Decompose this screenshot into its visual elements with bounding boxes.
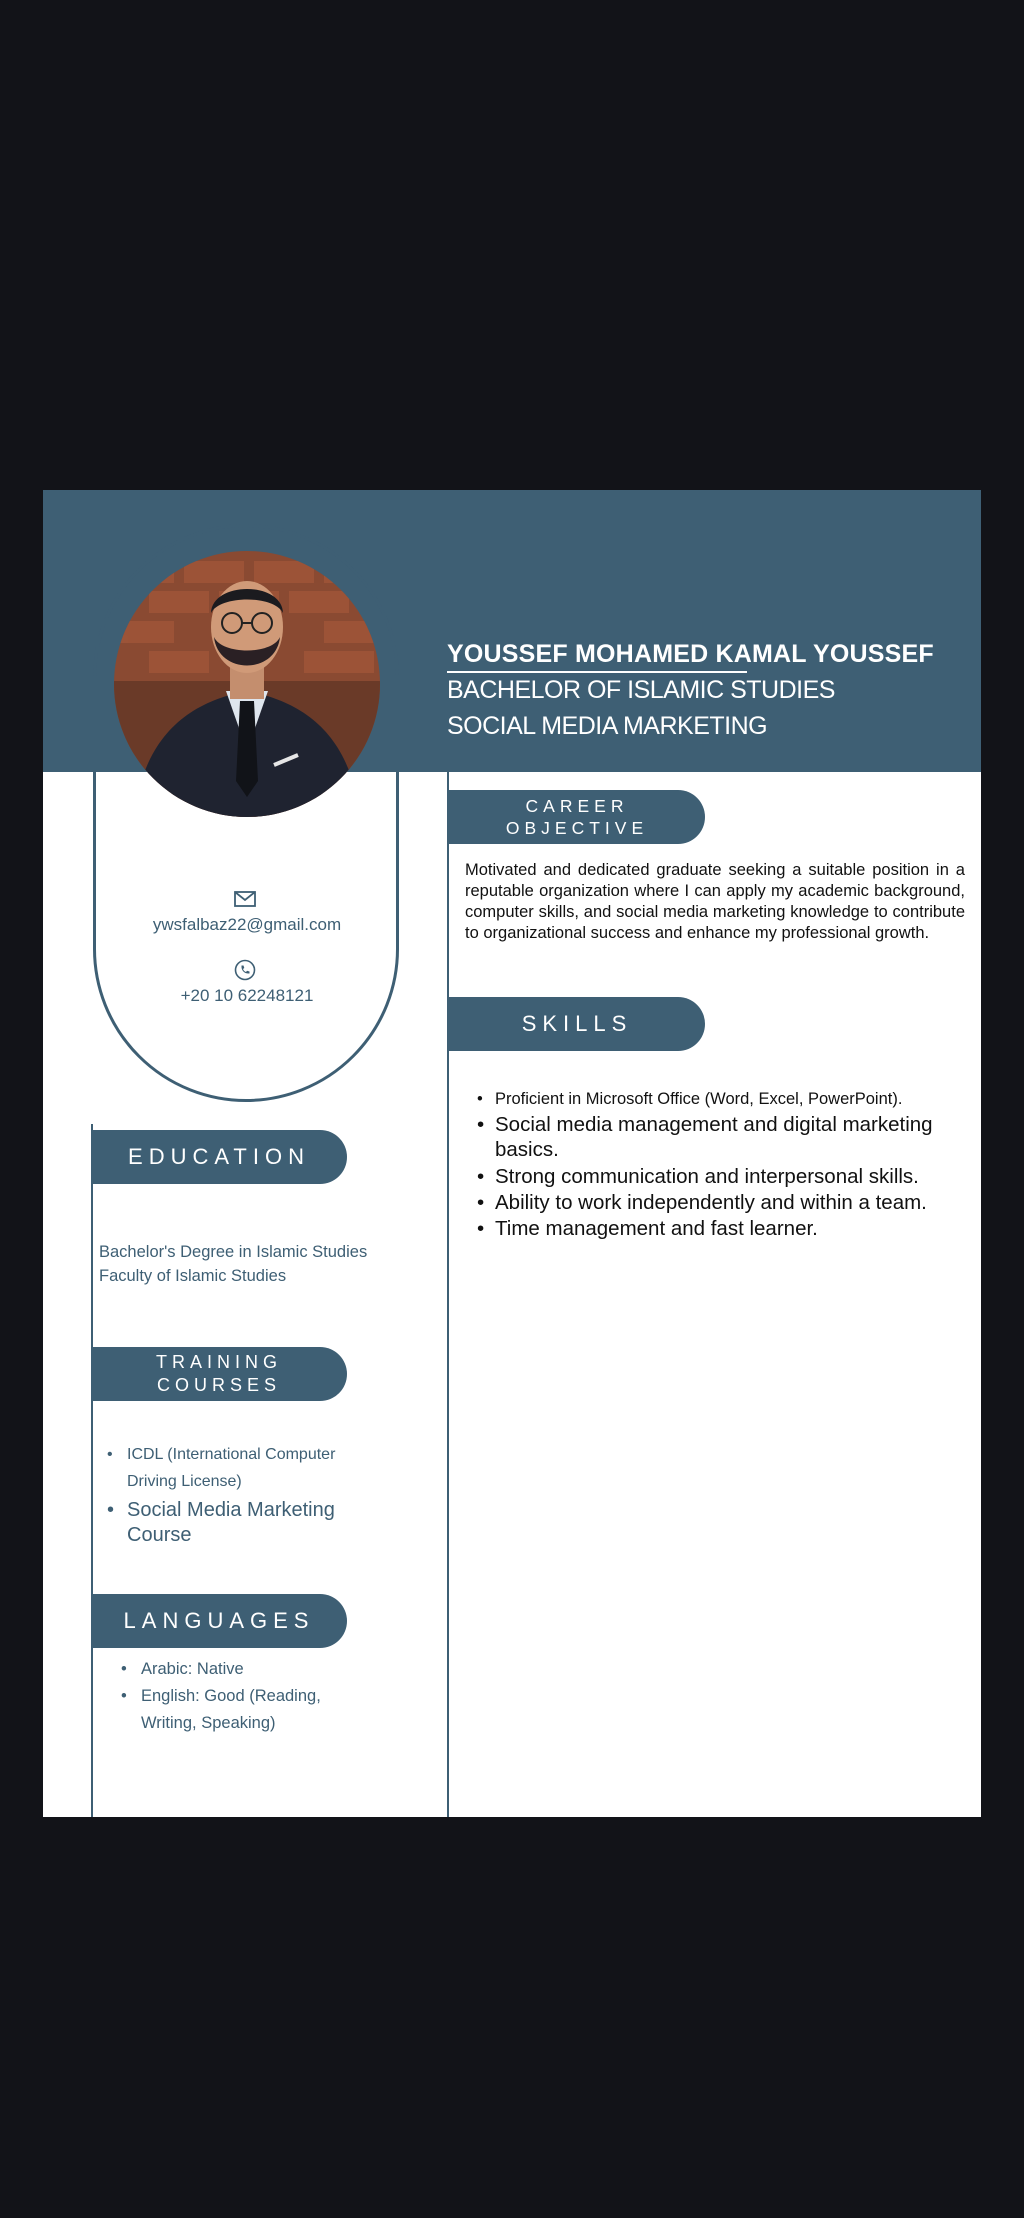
career-objective-title-line-2: OBJECTIVE <box>505 818 649 838</box>
list-item: • Arabic: Native <box>119 1656 349 1683</box>
phone-icon <box>234 959 256 981</box>
list-item: • English: Good (Reading, Writing, Speaking) <box>119 1683 349 1737</box>
training-title-line-1: TRAINING <box>155 1352 282 1372</box>
education-degree: Bachelor's Degree in Islamic Studies <box>99 1243 368 1261</box>
list-item: • Social media management and digital marketing basics. <box>473 1112 973 1162</box>
profile-photo <box>114 551 380 817</box>
list-item: • Social Media Marketing Course <box>105 1498 365 1548</box>
left-column-rule <box>91 1124 93 1817</box>
phone-text: +20 10 62248121 <box>180 986 314 1005</box>
name-underline <box>447 671 747 673</box>
training-header <box>91 1347 347 1401</box>
education-header <box>91 1130 347 1184</box>
languages-header <box>91 1594 347 1648</box>
full-name: YOUSSEF MOHAMED KAMAL YOUSSEF <box>447 640 934 668</box>
envelope-icon <box>234 888 256 910</box>
education-title: EDUCATION <box>128 1144 310 1169</box>
languages-title: LANGUAGES <box>123 1608 315 1633</box>
column-divider <box>447 772 449 1817</box>
career-objective-title-line-1: CAREER <box>525 796 629 816</box>
education-details <box>99 1240 367 1288</box>
career-objective-header <box>449 790 705 844</box>
skills-title: SKILLS <box>521 1011 633 1036</box>
education-faculty: Faculty of Islamic Studies <box>99 1267 287 1285</box>
skills-header <box>449 997 705 1051</box>
career-objective-text: Motivated and dedicated graduate seeking a suitable position in a reputable organization where I can apply my academic background, computer skills, and social media marketing knowledge to contribute to organizational success and enhance my professional growth. <box>465 861 965 942</box>
skills-list <box>473 1088 973 1241</box>
languages-list <box>119 1656 349 1737</box>
list-item: • Proficient in Microsoft Office (Word, Excel, PowerPoint). <box>473 1088 973 1110</box>
resume-page <box>43 490 981 1817</box>
list-item: • Time management and fast learner. <box>473 1216 973 1241</box>
list-item: • ICDL (International Computer Driving License) <box>105 1441 365 1495</box>
training-title-line-2: COURSES <box>156 1375 281 1395</box>
list-item: • Strong communication and interpersonal skills. <box>473 1164 973 1189</box>
role-subtitle: SOCIAL MEDIA MARKETING <box>447 712 768 740</box>
training-list <box>105 1441 365 1548</box>
degree-subtitle: BACHELOR OF ISLAMIC STUDIES <box>447 676 835 704</box>
email-text: ywsfalbaz22@gmail.com <box>152 915 342 934</box>
list-item: • Ability to work independently and within a team. <box>473 1190 973 1215</box>
